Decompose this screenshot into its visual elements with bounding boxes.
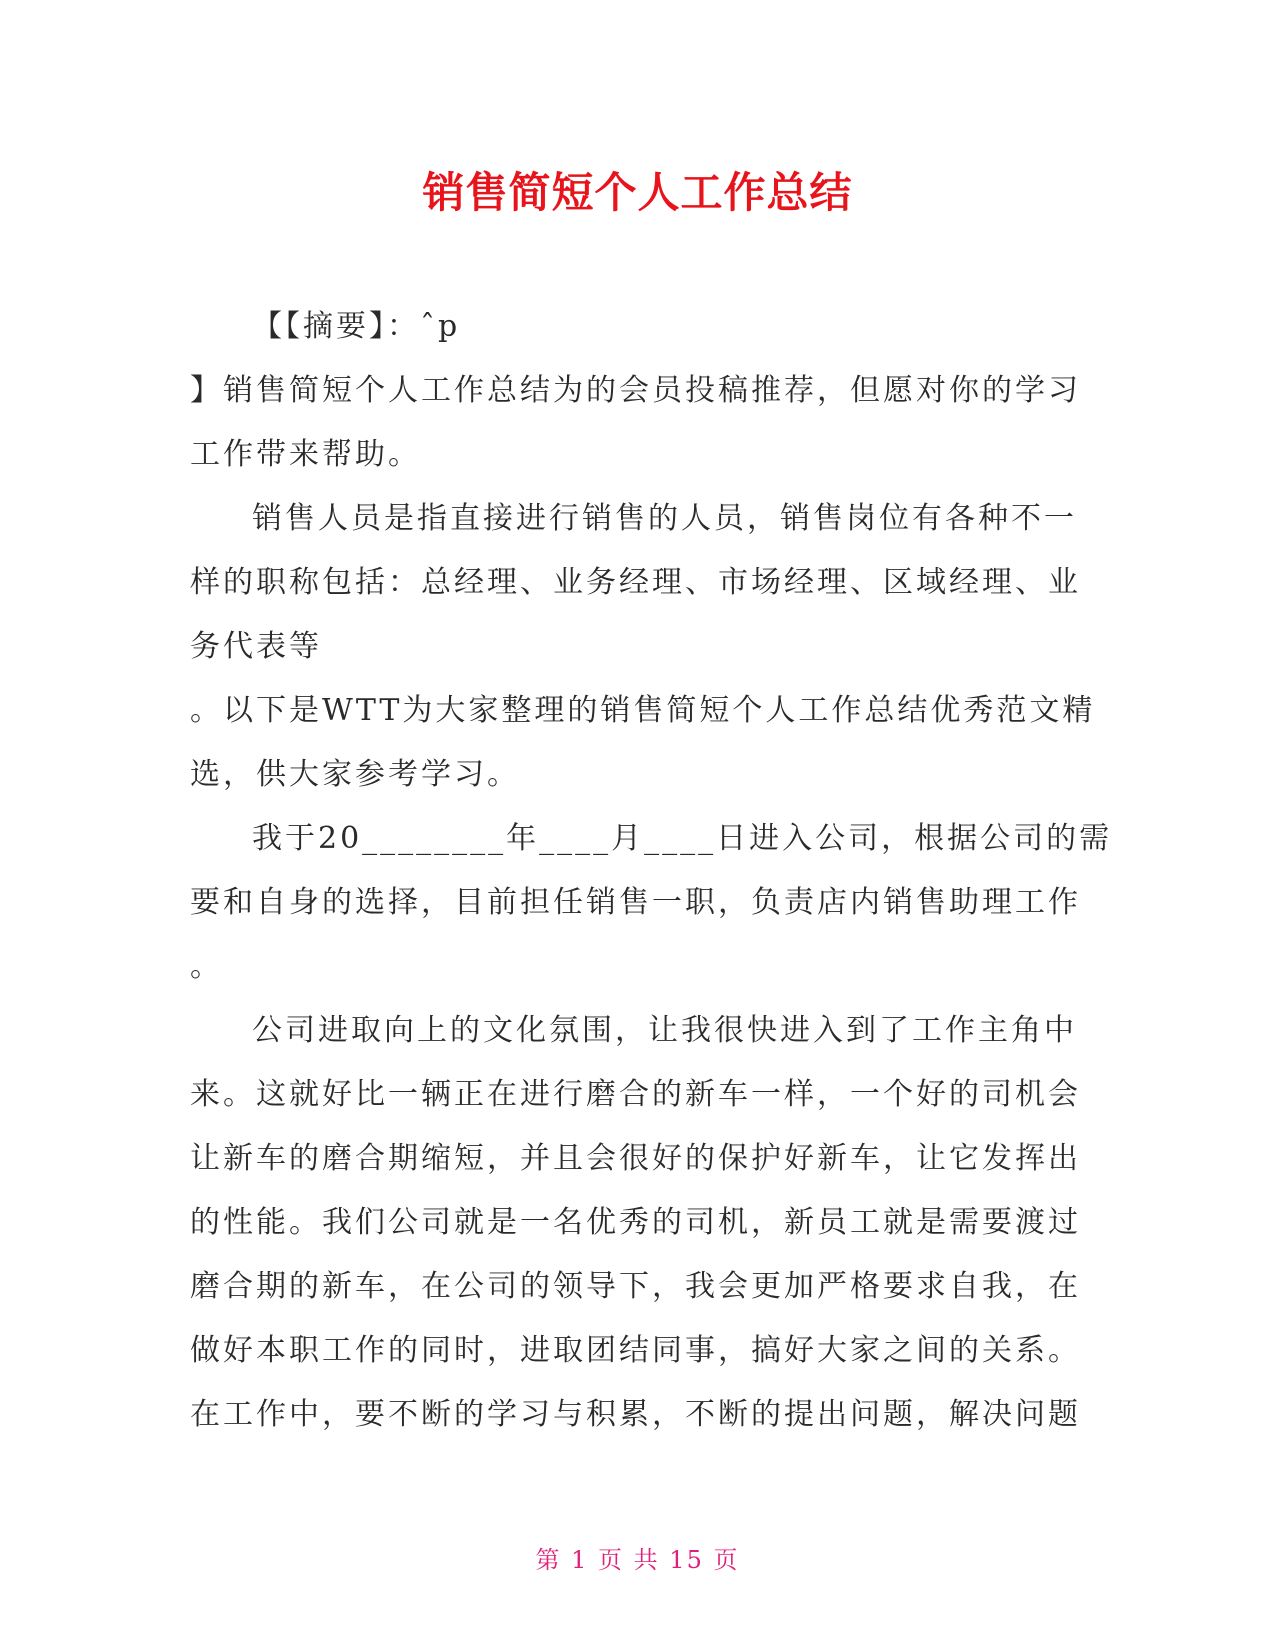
text-line: 让新车的磨合期缩短，并且会很好的保护好新车，让它发挥出 [190,1141,1081,1176]
text-line: 【【摘要】：ˆp [252,309,461,344]
text-line: 我于20________年____月____日进入公司，根据公司的需 [252,821,1113,856]
text-line: 磨合期的新车，在公司的领导下，我会更加严格要求自我，在 [190,1269,1081,1304]
text-line: 工作带来帮助。 [190,437,421,472]
page-footer: 第 1 页 共 15 页 [535,1546,740,1574]
text-line: 选，供大家参考学习。 [190,757,520,792]
text-line: 要和自身的选择，目前担任销售一职，负责店内销售助理工作 [190,885,1081,920]
text-line: 务代表等 [190,629,322,664]
document-body [190,295,1113,1447]
text-line: 在工作中，要不断的学习与积累，不断的提出问题，解决问题 [190,1397,1081,1432]
text-line: 来。这就好比一辆正在进行磨合的新车一样，一个好的司机会 [190,1077,1081,1112]
text-line: 的性能。我们公司就是一名优秀的司机，新员工就是需要渡过 [190,1205,1081,1240]
text-line: 。以下是WTT为大家整理的销售简短个人工作总结优秀范文精 [190,693,1096,728]
text-line: 样的职称包括：总经理、业务经理、市场经理、区域经理、业 [190,565,1081,600]
text-line: 做好本职工作的同时，进取团结同事，搞好大家之间的关系。 [190,1333,1081,1368]
text-line: 】销售简短个人工作总结为的会员投稿推荐，但愿对你的学习 [190,373,1081,408]
text-line: 公司进取向上的文化氛围，让我很快进入到了工作主角中 [252,1013,1077,1048]
text-line: 销售人员是指直接进行销售的人员，销售岗位有各种不一 [252,501,1077,536]
text-line: 。 [190,949,223,984]
document-title: 销售简短个人工作总结 [422,168,853,217]
